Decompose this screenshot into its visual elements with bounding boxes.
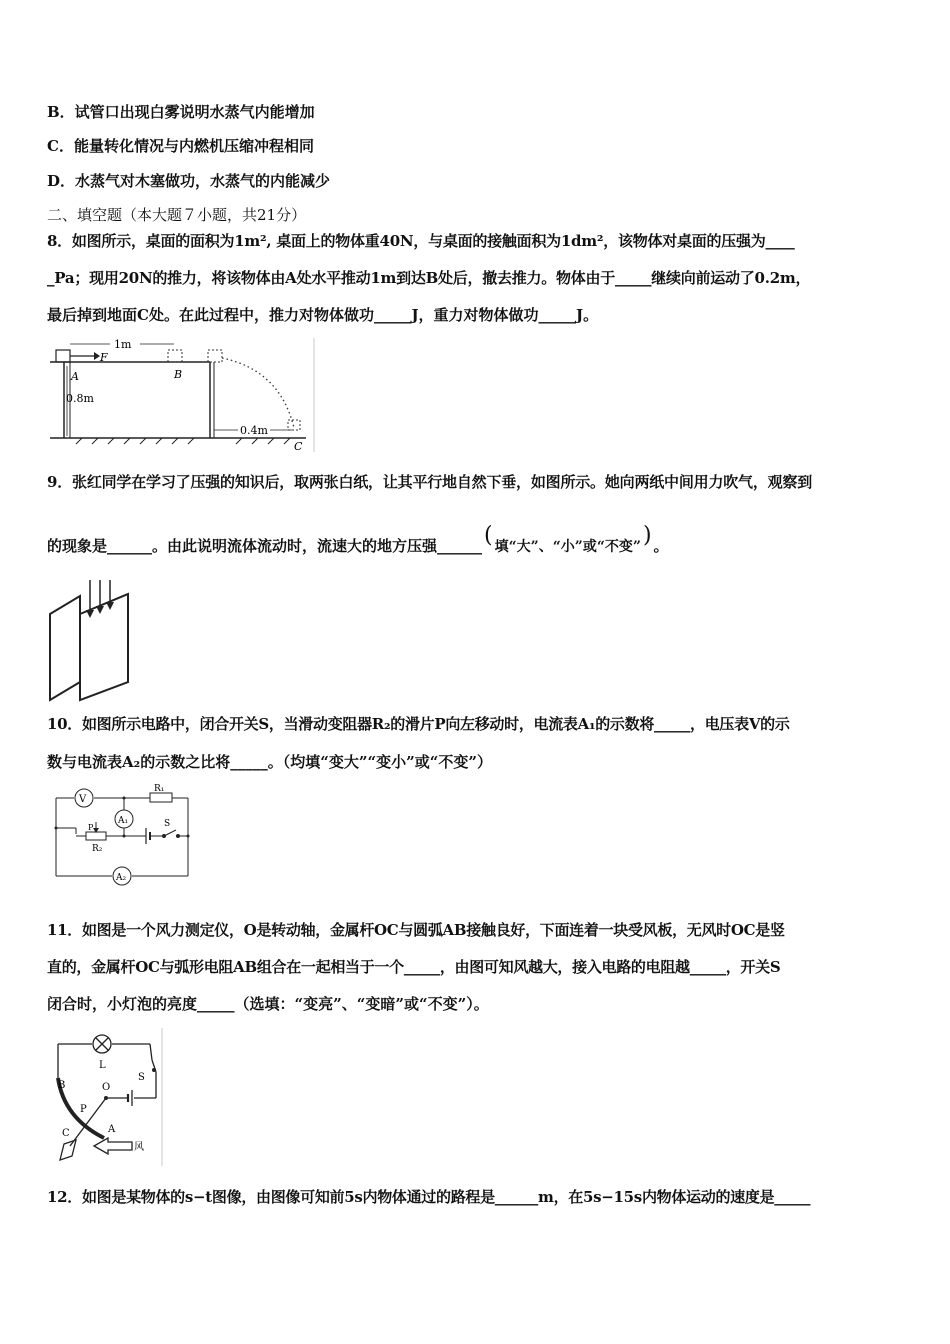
q8-point-c-label: C — [294, 440, 303, 453]
q8-height-label: 0.8m — [66, 392, 94, 405]
q9-hint: 填“大”、“小”或“不变” — [494, 539, 641, 555]
q11-point-a-label: A — [108, 1124, 116, 1135]
option-c: C．能量转化情况与内燃机压缩冲程相同 — [47, 137, 314, 155]
section-heading: 二、填空题（本大题７小题，共21分） — [47, 206, 307, 224]
q10-a1-label: A₁ — [118, 816, 129, 826]
q8-dist-bottom-label: 0.4m — [240, 424, 268, 437]
option-d: D．水蒸气对木塞做功，水蒸气的内能减少 — [47, 172, 331, 190]
q11-wind-label: 风 — [134, 1142, 144, 1153]
q11-point-o-label: O — [102, 1082, 111, 1093]
q8-table-figure — [44, 336, 316, 454]
q10-a2-label: A₂ — [116, 873, 127, 883]
option-b: B．试管口出现白雾说明水蒸气内能增加 — [47, 103, 315, 121]
q11-wind-meter-figure — [44, 1026, 164, 1168]
q12-line-1: 12．如图是某物体的s−t图像，由图像可知前5s内物体通过的路程是______m，在5s−15s内物体运动的速度是_____ — [47, 1188, 811, 1206]
q11-lamp-label: L — [99, 1060, 106, 1071]
q9-paren-close: ) — [642, 523, 652, 548]
q11-point-b-label: B — [58, 1080, 66, 1091]
q10-line-2: 数与电流表A₂的示数之比将_____。（均填“变大”“变小”或“不变”） — [47, 753, 492, 771]
q8-force-label: F — [100, 351, 108, 364]
q8-line-1: 8．如图所示，桌面的面积为1m², 桌面上的物体重40N，与桌面的接触面积为1dm²，该物体对桌面的压强为____ — [47, 232, 795, 250]
q11-line-3: 闭合时，小灯泡的亮度_____（选填：“变亮”、“变暗”或“不变”）。 — [47, 995, 489, 1013]
q9-paper-figure — [46, 578, 132, 704]
q10-r1-label: R₁ — [154, 784, 165, 794]
q10-circuit-figure — [46, 782, 196, 888]
q9-line-2-text: 的现象是______。由此说明流体流动时，流速大的地方压强______ — [47, 537, 483, 555]
q10-r2-label: R₂ — [92, 844, 103, 854]
q11-line-1: 11．如图是一个风力测定仪，O是转动轴，金属杆OC与圆弧AB接触良好，下面连着一块受风板，无风时OC是竖 — [47, 921, 785, 939]
q10-voltmeter-label: V — [79, 794, 87, 805]
q11-switch-label: S — [138, 1072, 145, 1083]
q8-point-b-label: B — [174, 368, 183, 381]
q11-line-2: 直的，金属杆OC与弧形电阻AB组合在一起相当于一个_____，由图可知风越大，接入电路的电阻越_____，开关S — [47, 958, 781, 976]
q8-point-a-label: A — [71, 370, 79, 383]
q9-paren-open: ( — [484, 523, 493, 548]
q8-dist-top-label: 1m — [114, 338, 132, 351]
q8-line-3: 最后掉到地面C处。在此过程中，推力对物体做功_____J，重力对物体做功_____J。 — [47, 306, 599, 324]
q9-period: 。 — [653, 537, 669, 555]
q10-line-1: 10．如图所示电路中，闭合开关S，当滑动变阻器R₂的滑片P向左移动时，电流表A₁的示数将_____，电压表V的示 — [47, 715, 790, 733]
q10-p-label: P — [88, 823, 94, 832]
q9-line-2 — [47, 523, 669, 557]
q8-line-2: _Pa；现用20N的推力，将该物体由A处水平推动1m到达B处后，撤去推力。物体由于_____继续向前运动了0.2m， — [47, 269, 811, 287]
q11-point-p-label: P — [80, 1104, 87, 1115]
q10-s-label: S — [164, 819, 171, 829]
q9-line-1: 9．张红同学在学习了压强的知识后，取两张白纸，让其平行地自然下垂，如图所示。她向两纸中间用力吹气，观察到 — [47, 473, 813, 491]
q11-point-c-label: C — [62, 1128, 70, 1139]
